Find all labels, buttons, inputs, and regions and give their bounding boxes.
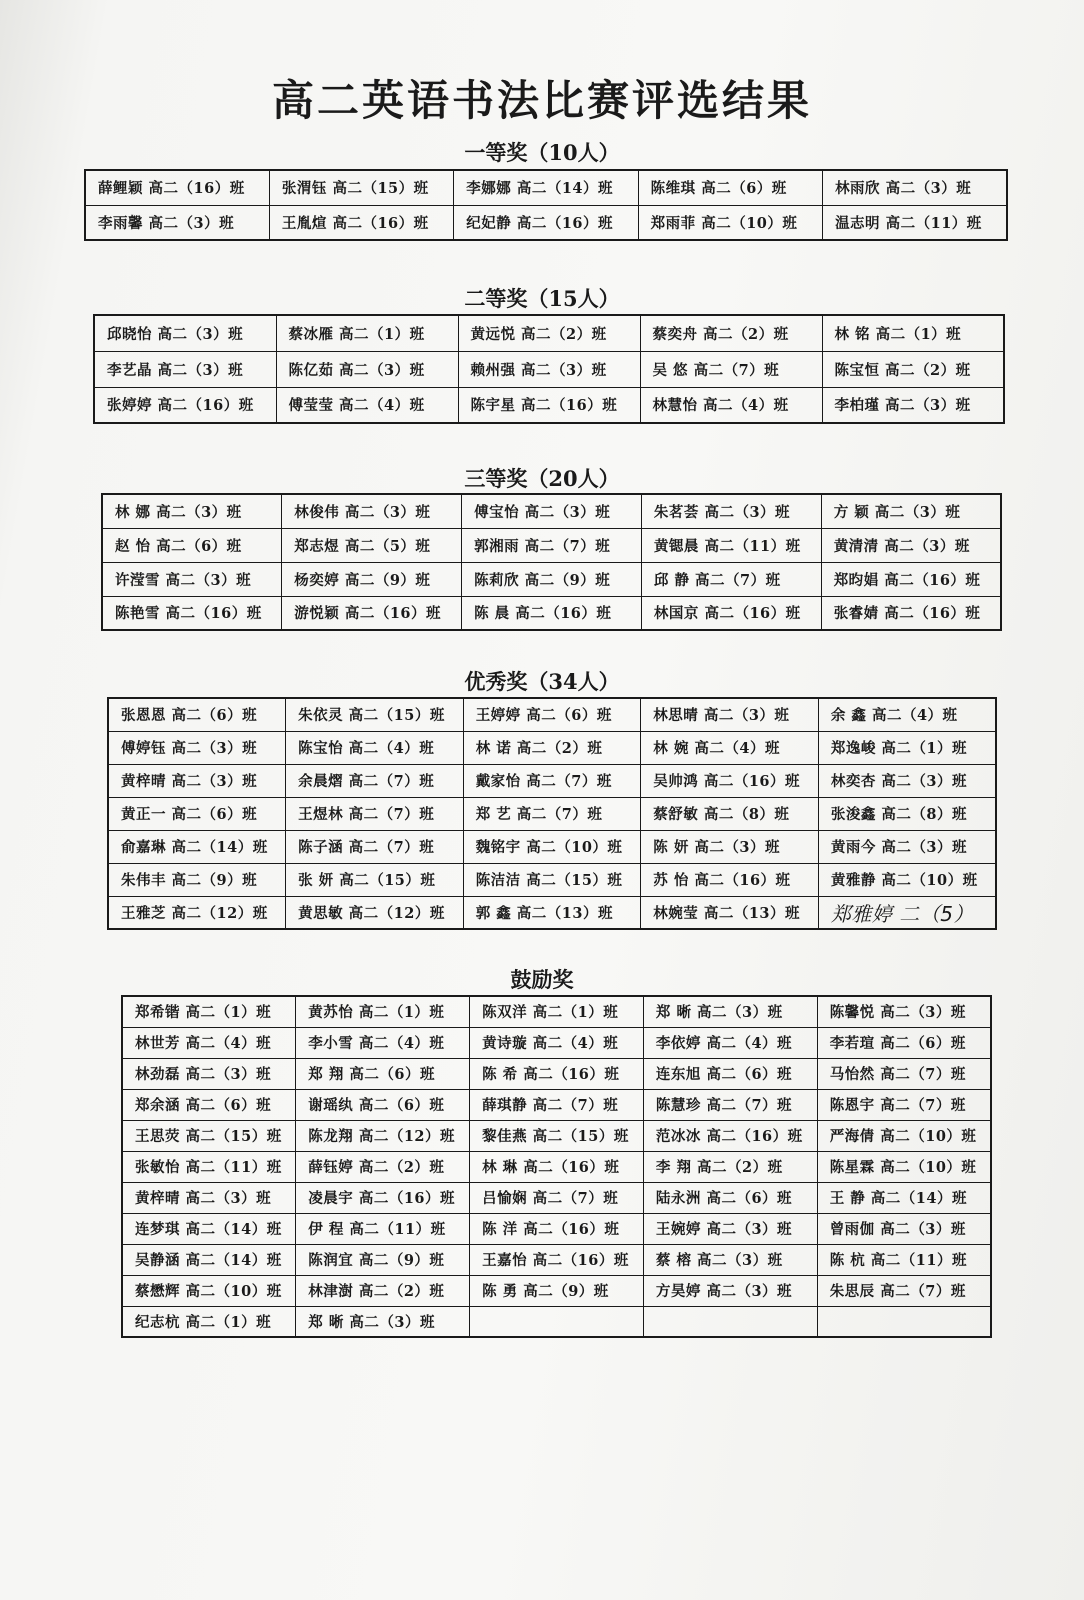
table-cell: 温志明 高二（11）班 xyxy=(823,205,1007,240)
table-row xyxy=(122,996,991,1027)
handwritten-entry: 郑雅婷 二（5） xyxy=(818,896,996,929)
table-cell: 林思晴 高二（3）班 xyxy=(641,698,819,731)
table-cell: 纪志杭 高二（1）班 xyxy=(122,1306,296,1337)
table-row xyxy=(108,764,996,797)
table-row xyxy=(108,731,996,764)
table-cell: 郑 艺 高二（7）班 xyxy=(463,797,641,830)
table-cell: 郑逸峻 高二（1）班 xyxy=(818,731,996,764)
table-row xyxy=(94,351,1004,387)
table-cell: 郑昀娼 高二（16）班 xyxy=(821,562,1001,596)
table-cell: 陈 勇 高二（9）班 xyxy=(470,1275,644,1306)
table-cell: 林 婉 高二（4）班 xyxy=(641,731,819,764)
table-cell: 戴家怡 高二（7）班 xyxy=(463,764,641,797)
table-cell: 林 琳 高二（16）班 xyxy=(470,1151,644,1182)
table-cell: 黄正一 高二（6）班 xyxy=(108,797,286,830)
table-cell: 傅莹莹 高二（4）班 xyxy=(276,387,458,423)
first-prize-table xyxy=(84,169,1008,241)
table-row xyxy=(108,698,996,731)
table-cell: 黄梓晴 高二（3）班 xyxy=(122,1182,296,1213)
table-cell: 邱晓怡 高二（3）班 xyxy=(94,315,276,351)
first-prize-heading: 一等奖（10人） xyxy=(464,140,620,165)
table-cell: 陈星霖 高二（10）班 xyxy=(817,1151,991,1182)
table-cell: 张恩恩 高二（6）班 xyxy=(108,698,286,731)
table-cell: 王婉婷 高二（3）班 xyxy=(643,1213,817,1244)
table-cell: 陈莉欣 高二（9）班 xyxy=(462,562,642,596)
table-cell: 林 诺 高二（2）班 xyxy=(463,731,641,764)
table-cell: 林世芳 高二（4）班 xyxy=(122,1027,296,1058)
table-cell: 凌晨宇 高二（16）班 xyxy=(296,1182,470,1213)
table-cell: 陈宝恒 高二（2）班 xyxy=(822,351,1004,387)
table-cell: 陈维琪 高二（6）班 xyxy=(638,170,822,205)
encouragement-award-heading: 鼓励奖 xyxy=(510,967,574,992)
second-prize-table xyxy=(93,314,1005,424)
table-cell: 张渭钰 高二（15）班 xyxy=(269,170,453,205)
table-cell: 陈洁洁 高二（15）班 xyxy=(463,863,641,896)
table-cell: 蔡懋辉 高二（10）班 xyxy=(122,1275,296,1306)
table-cell: 连东旭 高二（6）班 xyxy=(643,1058,817,1089)
table-cell: 余 鑫 高二（4）班 xyxy=(818,698,996,731)
table-row xyxy=(122,1058,991,1089)
table-cell: 郑 晰 高二（3）班 xyxy=(296,1306,470,1337)
table-cell: 陈 妍 高二（3）班 xyxy=(641,830,819,863)
table-row xyxy=(122,1213,991,1244)
excellence-award-heading: 优秀奖（34人） xyxy=(464,669,620,694)
table-cell: 黄雅静 高二（10）班 xyxy=(818,863,996,896)
table-cell: 李娜娜 高二（14）班 xyxy=(454,170,638,205)
table-cell: 杨奕婷 高二（9）班 xyxy=(282,562,462,596)
table-cell: 王雅芝 高二（12）班 xyxy=(108,896,286,929)
table-cell: 陈亿茹 高二（3）班 xyxy=(276,351,458,387)
table-cell: 李若瑄 高二（6）班 xyxy=(817,1027,991,1058)
table-cell: 陈 希 高二（16）班 xyxy=(470,1058,644,1089)
table-cell: 陈 杭 高二（11）班 xyxy=(817,1244,991,1275)
table-cell: 陈慧珍 高二（7）班 xyxy=(643,1089,817,1120)
table-cell: 王嘉怡 高二（16）班 xyxy=(470,1244,644,1275)
table-row xyxy=(102,596,1001,630)
table-cell: 傅婷钰 高二（3）班 xyxy=(108,731,286,764)
table-cell: 黄苏怡 高二（1）班 xyxy=(296,996,470,1027)
table-row xyxy=(102,562,1001,596)
table-cell: 王煜林 高二（7）班 xyxy=(286,797,464,830)
table-cell: 许滢雪 高二（3）班 xyxy=(102,562,282,596)
table-cell: 郭 鑫 高二（13）班 xyxy=(463,896,641,929)
table-cell: 范冰冰 高二（16）班 xyxy=(643,1120,817,1151)
table-cell: 蔡冰雁 高二（1）班 xyxy=(276,315,458,351)
table-cell: 苏 怡 高二（16）班 xyxy=(641,863,819,896)
table-row xyxy=(122,1120,991,1151)
table-row xyxy=(94,315,1004,351)
table-cell: 陈 洋 高二（16）班 xyxy=(470,1213,644,1244)
table-cell: 谢瑶纨 高二（6）班 xyxy=(296,1089,470,1120)
table-cell: 薛鲤颖 高二（16）班 xyxy=(85,170,269,205)
table-cell: 陈双洋 高二（1）班 xyxy=(470,996,644,1027)
table-cell: 魏铭宇 高二（10）班 xyxy=(463,830,641,863)
table-cell: 林劲磊 高二（3）班 xyxy=(122,1058,296,1089)
table-row xyxy=(102,494,1001,528)
third-prize-heading: 三等奖（20人） xyxy=(464,466,620,491)
table-row xyxy=(94,387,1004,423)
excellence-award-table xyxy=(107,697,997,930)
table-row xyxy=(85,205,1007,240)
table-cell: 黄诗璇 高二（4）班 xyxy=(470,1027,644,1058)
table-cell: 黄锶晨 高二（11）班 xyxy=(641,528,821,562)
table-cell: 王胤煊 高二（16）班 xyxy=(269,205,453,240)
table-row xyxy=(122,1089,991,1120)
third-prize-table xyxy=(101,493,1002,631)
table-cell: 郑志煜 高二（5）班 xyxy=(282,528,462,562)
table-cell: 吴静涵 高二（14）班 xyxy=(122,1244,296,1275)
table-cell: 林国京 高二（16）班 xyxy=(641,596,821,630)
table-cell: 吴帅鸿 高二（16）班 xyxy=(641,764,819,797)
table-cell: 朱依灵 高二（15）班 xyxy=(286,698,464,731)
table-cell: 方 颖 高二（3）班 xyxy=(821,494,1001,528)
table-cell: 李雨馨 高二（3）班 xyxy=(85,205,269,240)
table-cell: 吴 悠 高二（7）班 xyxy=(640,351,822,387)
table-row xyxy=(108,830,996,863)
table-cell: 林婉莹 高二（13）班 xyxy=(641,896,819,929)
table-cell: 陈龙翔 高二（12）班 xyxy=(296,1120,470,1151)
table-cell: 伊 程 高二（11）班 xyxy=(296,1213,470,1244)
table-cell: 曾雨伽 高二（3）班 xyxy=(817,1213,991,1244)
table-cell: 赵 怡 高二（6）班 xyxy=(102,528,282,562)
table-row xyxy=(108,797,996,830)
second-prize-heading: 二等奖（15人） xyxy=(464,286,620,311)
table-cell: 林慧怡 高二（4）班 xyxy=(640,387,822,423)
table-cell: 林俊伟 高二（3）班 xyxy=(282,494,462,528)
table-row xyxy=(108,896,996,929)
table-cell: 张睿婧 高二（16）班 xyxy=(821,596,1001,630)
table-cell: 余晨熠 高二（7）班 xyxy=(286,764,464,797)
table-cell: 蔡 榕 高二（3）班 xyxy=(643,1244,817,1275)
table-cell: 薛钰婷 高二（2）班 xyxy=(296,1151,470,1182)
table-row xyxy=(122,1244,991,1275)
page-title: 高二英语书法比赛评选结果 xyxy=(271,76,812,125)
table-cell: 陈宇星 高二（16）班 xyxy=(458,387,640,423)
table-cell: 陈 晨 高二（16）班 xyxy=(462,596,642,630)
table-cell: 张 妍 高二（15）班 xyxy=(286,863,464,896)
table-cell: 马怡然 高二（7）班 xyxy=(817,1058,991,1089)
table-cell: 王 静 高二（14）班 xyxy=(817,1182,991,1213)
table-cell: 黄思敏 高二（12）班 xyxy=(286,896,464,929)
table-cell: 蔡舒敏 高二（8）班 xyxy=(641,797,819,830)
table-cell: 俞嘉琳 高二（14）班 xyxy=(108,830,286,863)
table-cell: 王婷婷 高二（6）班 xyxy=(463,698,641,731)
table-cell: 林雨欣 高二（3）班 xyxy=(823,170,1007,205)
empty-cell xyxy=(817,1306,991,1337)
table-cell: 朱茗荟 高二（3）班 xyxy=(641,494,821,528)
table-row xyxy=(108,863,996,896)
table-cell: 陈子涵 高二（7）班 xyxy=(286,830,464,863)
table-cell: 郭湘雨 高二（7）班 xyxy=(462,528,642,562)
table-cell: 林津澍 高二（2）班 xyxy=(296,1275,470,1306)
table-cell: 郑希锴 高二（1）班 xyxy=(122,996,296,1027)
table-row xyxy=(122,1182,991,1213)
encouragement-award-table xyxy=(121,995,992,1338)
table-cell: 傅宝怡 高二（3）班 xyxy=(462,494,642,528)
table-cell: 方昊婷 高二（3）班 xyxy=(643,1275,817,1306)
table-row xyxy=(102,528,1001,562)
table-cell: 黄清清 高二（3）班 xyxy=(821,528,1001,562)
table-cell: 林奕杏 高二（3）班 xyxy=(818,764,996,797)
table-cell: 陈馨悦 高二（3）班 xyxy=(817,996,991,1027)
table-cell: 纪妃静 高二（16）班 xyxy=(454,205,638,240)
table-cell: 张婷婷 高二（16）班 xyxy=(94,387,276,423)
table-cell: 薛琪静 高二（7）班 xyxy=(470,1089,644,1120)
table-row xyxy=(122,1306,991,1337)
table-cell: 张敏怡 高二（11）班 xyxy=(122,1151,296,1182)
table-cell: 李艺晶 高二（3）班 xyxy=(94,351,276,387)
table-cell: 郑 晰 高二（3）班 xyxy=(643,996,817,1027)
table-cell: 朱思辰 高二（7）班 xyxy=(817,1275,991,1306)
empty-cell xyxy=(470,1306,644,1337)
table-cell: 吕愉娴 高二（7）班 xyxy=(470,1182,644,1213)
empty-cell xyxy=(643,1306,817,1337)
table-cell: 李柏瑾 高二（3）班 xyxy=(822,387,1004,423)
table-cell: 连梦琪 高二（14）班 xyxy=(122,1213,296,1244)
table-row xyxy=(85,170,1007,205)
table-cell: 黄梓晴 高二（3）班 xyxy=(108,764,286,797)
table-row xyxy=(122,1275,991,1306)
table-cell: 严海倩 高二（10）班 xyxy=(817,1120,991,1151)
table-cell: 李小雪 高二（4）班 xyxy=(296,1027,470,1058)
table-cell: 郑余涵 高二（6）班 xyxy=(122,1089,296,1120)
table-cell: 黎佳燕 高二（15）班 xyxy=(470,1120,644,1151)
table-cell: 李 翔 高二（2）班 xyxy=(643,1151,817,1182)
table-cell: 朱伟丰 高二（9）班 xyxy=(108,863,286,896)
table-cell: 黄雨今 高二（3）班 xyxy=(818,830,996,863)
table-cell: 陈润宜 高二（9）班 xyxy=(296,1244,470,1275)
table-row xyxy=(122,1027,991,1058)
table-cell: 林 铭 高二（1）班 xyxy=(822,315,1004,351)
table-cell: 郑雨菲 高二（10）班 xyxy=(638,205,822,240)
table-cell: 陈宝怡 高二（4）班 xyxy=(286,731,464,764)
table-cell: 邱 静 高二（7）班 xyxy=(641,562,821,596)
table-cell: 黄远悦 高二（2）班 xyxy=(458,315,640,351)
table-cell: 陈恩宇 高二（7）班 xyxy=(817,1089,991,1120)
table-cell: 游悦颖 高二（16）班 xyxy=(282,596,462,630)
table-cell: 林 娜 高二（3）班 xyxy=(102,494,282,528)
table-cell: 赖州强 高二（3）班 xyxy=(458,351,640,387)
table-cell: 郑 翔 高二（6）班 xyxy=(296,1058,470,1089)
table-cell: 蔡奕舟 高二（2）班 xyxy=(640,315,822,351)
table-cell: 李依婷 高二（4）班 xyxy=(643,1027,817,1058)
table-cell: 陆永洲 高二（6）班 xyxy=(643,1182,817,1213)
table-cell: 张浚鑫 高二（8）班 xyxy=(818,797,996,830)
table-cell: 王思荧 高二（15）班 xyxy=(122,1120,296,1151)
table-row xyxy=(122,1151,991,1182)
table-cell: 陈艳雪 高二（16）班 xyxy=(102,596,282,630)
